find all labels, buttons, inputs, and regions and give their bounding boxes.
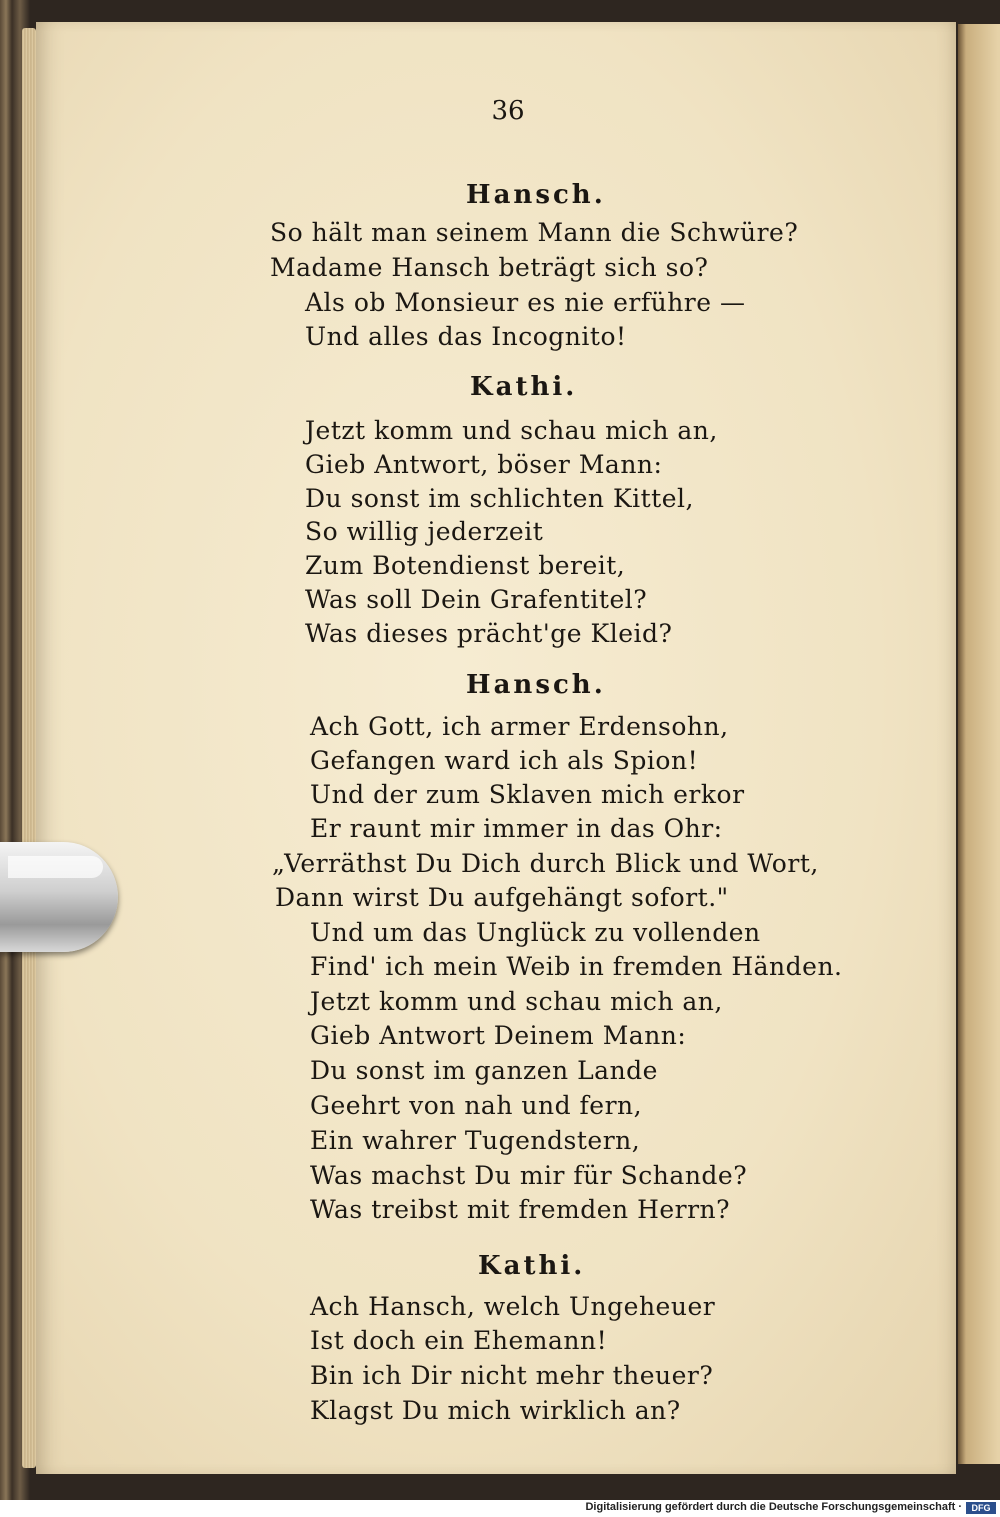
speaker-name: Kathi. xyxy=(478,1251,586,1281)
verse-line: Gefangen ward ich als Spion! xyxy=(310,746,699,775)
clip-highlight xyxy=(8,856,103,878)
verse-line: Was treibst mit fremden Herrn? xyxy=(310,1195,731,1224)
verse-line: Jetzt komm und schau mich an, xyxy=(310,987,723,1016)
verse-line: „Verräthst Du Dich durch Blick und Wort, xyxy=(272,849,819,878)
verse-line: Du sonst im schlichten Kittel, xyxy=(305,484,694,513)
verse-line: Find' ich mein Weib in fremden Händen. xyxy=(310,952,843,981)
page-clip xyxy=(0,842,118,952)
verse-line: Madame Hansch beträgt sich so? xyxy=(270,253,709,282)
funding-credit: Digitalisierung gefördert durch die Deutsche Forschungsgemeinschaft · xyxy=(585,1501,962,1513)
verse-line: Ein wahrer Tugendstern, xyxy=(310,1126,641,1155)
verse-line: So hält man seinem Mann die Schwüre? xyxy=(270,218,799,247)
page-edges xyxy=(22,28,36,1468)
verse-line: Ach Hansch, welch Ungeheuer xyxy=(310,1292,716,1321)
verse-line: Geehrt von nah und fern, xyxy=(310,1091,643,1120)
verse-line: Was machst Du mir für Schande? xyxy=(310,1161,748,1190)
verse-line: Und um das Unglück zu vollenden xyxy=(310,918,761,947)
verse-line: Zum Botendienst bereit, xyxy=(305,551,626,580)
verse-line: Klagst Du mich wirklich an? xyxy=(310,1396,681,1425)
verse-line: Er raunt mir immer in das Ohr: xyxy=(310,814,723,843)
verse-line: Und der zum Sklaven mich erkor xyxy=(310,780,745,809)
verse-line: Gieb Antwort, böser Mann: xyxy=(305,450,663,479)
dfg-logo-icon: DFG xyxy=(966,1502,996,1514)
speaker-name: Hansch. xyxy=(466,670,606,700)
verse-line: So willig jederzeit xyxy=(305,517,544,546)
page-number: 36 xyxy=(491,96,525,126)
speaker-name: Hansch. xyxy=(466,180,606,210)
verse-line: Als ob Monsieur es nie erführe — xyxy=(305,288,746,317)
verse-line: Ach Gott, ich armer Erdensohn, xyxy=(310,712,729,741)
footer-bar xyxy=(0,1500,1000,1517)
speaker-name: Kathi. xyxy=(470,372,578,402)
verse-line: Jetzt komm und schau mich an, xyxy=(305,416,718,445)
verse-line: Dann wirst Du aufgehängt sofort." xyxy=(275,883,729,912)
verse-line: Was soll Dein Grafentitel? xyxy=(305,585,648,614)
next-page-edge xyxy=(958,24,1000,1464)
verse-line: Gieb Antwort Deinem Mann: xyxy=(310,1021,687,1050)
verse-line: Du sonst im ganzen Lande xyxy=(310,1056,658,1085)
verse-line: Und alles das Incognito! xyxy=(305,322,627,351)
verse-line: Bin ich Dir nicht mehr theuer? xyxy=(310,1361,714,1390)
verse-line: Ist doch ein Ehemann! xyxy=(310,1326,608,1355)
verse-line: Was dieses prächt'ge Kleid? xyxy=(305,619,673,648)
